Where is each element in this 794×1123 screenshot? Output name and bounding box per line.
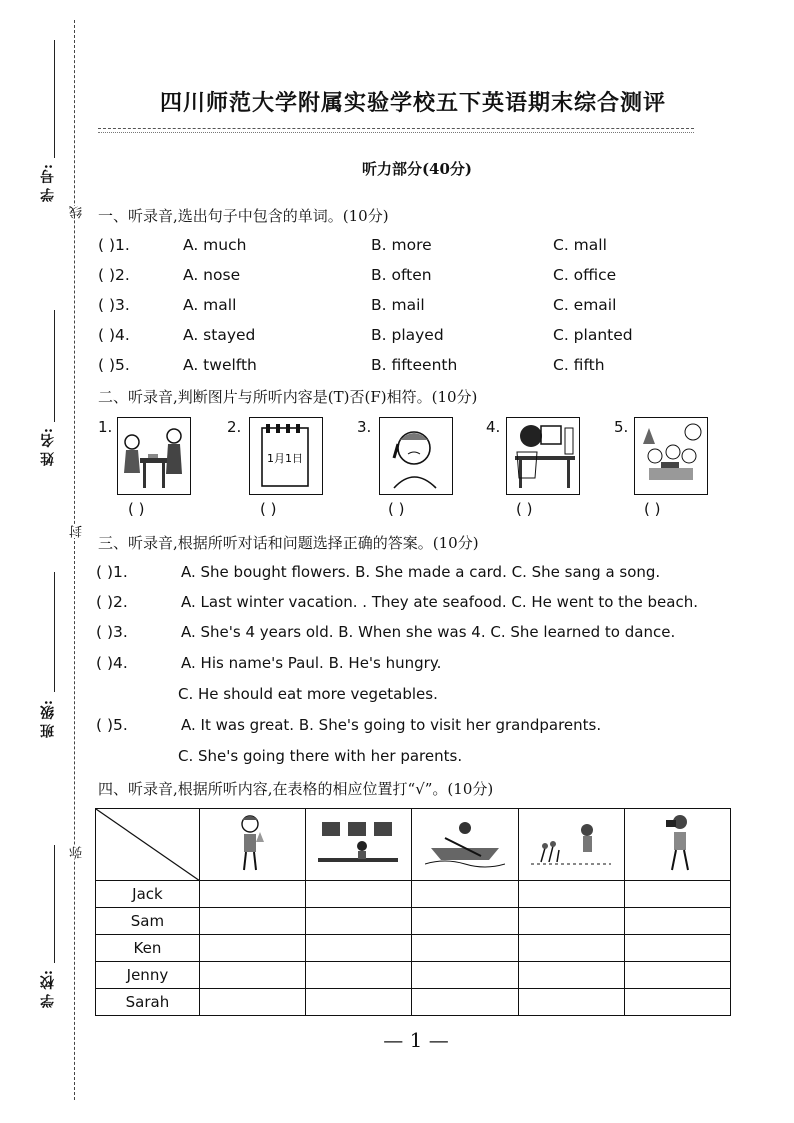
table-corner-cell bbox=[96, 809, 200, 881]
s3-q3-options: A. She's 4 years old. B. When she was 4. C. She learned to dance. bbox=[181, 623, 676, 641]
s2-pic1-number: 1. bbox=[98, 418, 113, 436]
boy-at-computer-icon bbox=[506, 417, 580, 495]
row-label-sam: Sam bbox=[96, 908, 200, 935]
answer-cell[interactable] bbox=[199, 881, 305, 908]
binding-dashed-line bbox=[74, 20, 75, 1100]
answer-cell[interactable] bbox=[412, 962, 519, 989]
planting-flowers-icon bbox=[531, 818, 611, 868]
answer-cell[interactable] bbox=[305, 935, 412, 962]
s1-q1-number[interactable]: ( )1. bbox=[98, 236, 130, 254]
answer-cell[interactable] bbox=[518, 881, 625, 908]
answer-cell[interactable] bbox=[518, 962, 625, 989]
s1-q3-number[interactable]: ( )3. bbox=[98, 296, 130, 314]
column-header-4 bbox=[518, 809, 625, 881]
section4-heading: 四、听录音,根据所听内容,在表格的相应位置打“√”。(10分) bbox=[98, 780, 494, 798]
s3-q2-number[interactable]: ( )2. bbox=[96, 593, 128, 611]
class-line[interactable] bbox=[54, 572, 55, 692]
column-header-2 bbox=[305, 809, 412, 881]
visiting-museum-icon bbox=[318, 818, 398, 868]
answer-cell[interactable] bbox=[199, 908, 305, 935]
s3-q1-number[interactable]: ( )1. bbox=[96, 563, 128, 581]
name-label: 姓 名: bbox=[40, 428, 56, 467]
s2-answer-3[interactable]: ( ) bbox=[388, 500, 405, 518]
title-divider-2 bbox=[98, 132, 694, 133]
s1-q3-option-c: C. email bbox=[553, 296, 617, 314]
student-number-line[interactable] bbox=[54, 40, 55, 158]
s1-q2-option-a: A. nose bbox=[183, 266, 241, 284]
s1-q5-option-b: B. fifteenth bbox=[371, 356, 458, 374]
s1-q5-option-c: C. fifth bbox=[553, 356, 605, 374]
listening-part-subtitle: 听力部分(40分) bbox=[361, 160, 473, 178]
s3-q3-number[interactable]: ( )3. bbox=[96, 623, 128, 641]
section3-heading: 三、听录音,根据所听对话和问题选择正确的答案。(10分) bbox=[98, 534, 479, 552]
s3-q4-number[interactable]: ( )4. bbox=[96, 654, 128, 672]
s2-answer-5[interactable]: ( ) bbox=[644, 500, 661, 518]
table-row bbox=[96, 962, 731, 989]
answer-cell[interactable] bbox=[625, 935, 731, 962]
s1-q4-number[interactable]: ( )4. bbox=[98, 326, 130, 344]
answer-cell[interactable] bbox=[625, 908, 731, 935]
answer-cell[interactable] bbox=[518, 935, 625, 962]
s1-q2-number[interactable]: ( )2. bbox=[98, 266, 130, 284]
s2-pic5-number: 5. bbox=[614, 418, 629, 436]
table-row bbox=[96, 908, 731, 935]
cut-mark-mi: 弥 bbox=[70, 846, 85, 859]
table-row bbox=[96, 935, 731, 962]
s1-q2-option-c: C. office bbox=[553, 266, 617, 284]
answer-table bbox=[95, 808, 731, 1016]
answer-cell[interactable] bbox=[518, 989, 625, 1016]
page-number: — 1 — bbox=[383, 1028, 449, 1052]
answer-cell[interactable] bbox=[625, 962, 731, 989]
title-divider bbox=[98, 128, 694, 129]
student-number-label: 学 号: bbox=[40, 164, 56, 203]
answer-cell[interactable] bbox=[199, 962, 305, 989]
answer-cell[interactable] bbox=[412, 989, 519, 1016]
column-header-3 bbox=[412, 809, 519, 881]
birthday-party-icon bbox=[634, 417, 708, 495]
s3-q4-options: A. His name's Paul. B. He's hungry. bbox=[181, 654, 442, 672]
children-playing-chess-icon bbox=[117, 417, 191, 495]
cut-mark-feng: 封 bbox=[70, 525, 85, 538]
s1-q4-option-a: A. stayed bbox=[183, 326, 256, 344]
school-label: 学 校: bbox=[40, 970, 56, 1009]
sick-boy-icon bbox=[379, 417, 453, 495]
s2-pic3-number: 3. bbox=[357, 418, 372, 436]
school-line[interactable] bbox=[54, 845, 55, 963]
answer-cell[interactable] bbox=[412, 935, 519, 962]
s3-q5-number[interactable]: ( )5. bbox=[96, 716, 128, 734]
s1-q3-option-b: B. mail bbox=[371, 296, 425, 314]
name-line[interactable] bbox=[54, 310, 55, 422]
calendar-date-text: 1月1日 bbox=[267, 452, 303, 465]
s1-q1-option-a: A. much bbox=[183, 236, 247, 254]
answer-cell[interactable] bbox=[412, 908, 519, 935]
s3-q5-option-c: C. She's going there with her parents. bbox=[178, 747, 463, 765]
answer-cell[interactable] bbox=[305, 989, 412, 1016]
s2-pic4-number: 4. bbox=[486, 418, 501, 436]
section1-heading: 一、听录音,选出句子中包含的单词。(10分) bbox=[98, 207, 389, 225]
answer-cell[interactable] bbox=[518, 908, 625, 935]
s2-pic2-number: 2. bbox=[227, 418, 242, 436]
s3-q4-option-c: C. He should eat more vegetables. bbox=[178, 685, 438, 703]
row-label-jenny: Jenny bbox=[96, 962, 200, 989]
s1-q1-option-b: B. more bbox=[371, 236, 432, 254]
s1-q2-option-b: B. often bbox=[371, 266, 432, 284]
calendar-jan-1-icon bbox=[249, 417, 323, 495]
s1-q1-option-c: C. mall bbox=[553, 236, 607, 254]
s3-q1-options: A. She bought flowers. B. She made a card. C. She sang a song. bbox=[181, 563, 661, 581]
s3-q5-options: A. It was great. B. She's going to visit her grandparents. bbox=[181, 716, 602, 734]
taking-photos-icon bbox=[658, 812, 698, 874]
row-label-jack: Jack bbox=[96, 881, 200, 908]
s1-q5-option-a: A. twelfth bbox=[183, 356, 257, 374]
s1-q4-option-b: B. played bbox=[371, 326, 444, 344]
table-row bbox=[96, 881, 731, 908]
section2-heading: 二、听录音,判断图片与所听内容是(T)否(F)相符。(10分) bbox=[98, 388, 478, 406]
s1-q4-option-c: C. planted bbox=[553, 326, 633, 344]
s2-answer-4[interactable]: ( ) bbox=[516, 500, 533, 518]
answer-cell[interactable] bbox=[625, 989, 731, 1016]
boy-eating-ice-cream-icon bbox=[232, 812, 272, 874]
s1-q3-option-a: A. mall bbox=[183, 296, 237, 314]
s1-q5-number[interactable]: ( )5. bbox=[98, 356, 130, 374]
answer-cell[interactable] bbox=[305, 908, 412, 935]
cut-mark-xian: 线 bbox=[70, 206, 85, 219]
column-header-5 bbox=[625, 809, 731, 881]
s2-answer-1[interactable]: ( ) bbox=[128, 500, 145, 518]
row-label-sarah: Sarah bbox=[96, 989, 200, 1016]
s2-answer-2[interactable]: ( ) bbox=[260, 500, 277, 518]
answer-cell[interactable] bbox=[305, 962, 412, 989]
rowing-boat-icon bbox=[425, 818, 505, 868]
answer-cell[interactable] bbox=[305, 881, 412, 908]
answer-cell[interactable] bbox=[199, 935, 305, 962]
s3-q2-options: A. Last winter vacation. . They ate seafood. C. He went to the beach. bbox=[181, 593, 699, 611]
answer-cell[interactable] bbox=[412, 881, 519, 908]
class-label: 班 级: bbox=[40, 700, 56, 739]
row-label-ken: Ken bbox=[96, 935, 200, 962]
column-header-1 bbox=[199, 809, 305, 881]
table-row bbox=[96, 989, 731, 1016]
page-title: 四川师范大学附属实验学校五下英语期末综合测评 bbox=[160, 90, 667, 116]
answer-cell[interactable] bbox=[199, 989, 305, 1016]
answer-cell[interactable] bbox=[625, 881, 731, 908]
